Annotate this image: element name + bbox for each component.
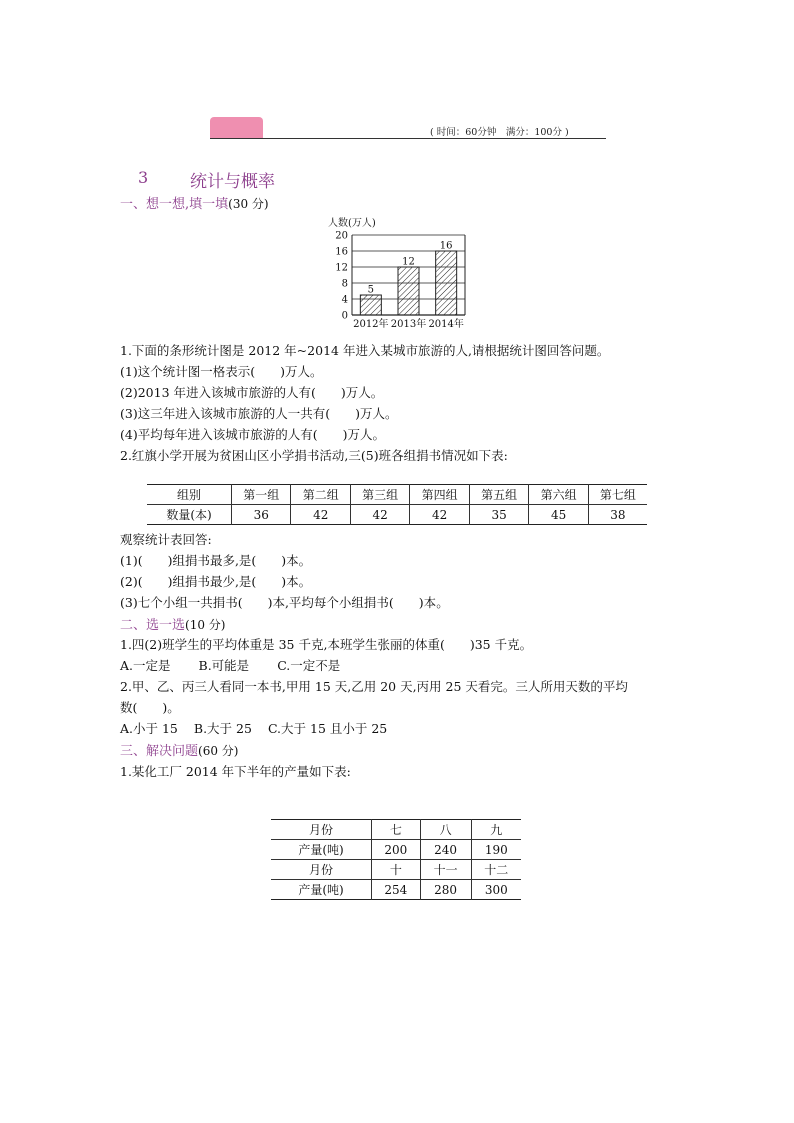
y-tick-label: 8: [341, 278, 348, 290]
count-cell: 45: [529, 505, 588, 525]
s1-q1-text: 1.下面的条形统计图是 2012 年~2014 年进入某城市旅游的人,请根据统计图回答问题。: [120, 343, 610, 358]
group-cell: 第六组: [529, 485, 588, 505]
donation-table: [147, 484, 647, 525]
option-b: B.大于 25: [193, 721, 252, 736]
s1-q1-sub2: (2)2013 年进入该城市旅游的人有( )万人。: [120, 385, 384, 400]
group-cell: 第三组: [350, 485, 409, 505]
output-cell: 200: [372, 840, 421, 860]
section2-title: 二、选一选: [120, 618, 186, 633]
bar-value-label: 12: [402, 256, 415, 268]
table-row: [147, 485, 647, 505]
s1-q2-text: 2.红旗小学开展为贫困山区小学捐书活动,三(5)班各组捐书情况如下表:: [120, 448, 508, 463]
row-header-output: 产量(吨): [298, 883, 344, 897]
month-cell: 九: [471, 820, 521, 840]
y-tick-label: 20: [335, 230, 348, 242]
bar-chart: [318, 214, 478, 334]
output-cell: 190: [471, 840, 521, 860]
s1-q1-sub3: (3)这三年进入该城市旅游的人一共有( )万人。: [120, 406, 398, 421]
y-tick-label: 4: [341, 294, 348, 306]
bar: [436, 251, 457, 315]
table-row: [271, 840, 521, 860]
s1-q2-sub1: (1)( )组捐书最多,是( )本。: [120, 553, 312, 568]
header-rule: [210, 138, 606, 139]
x-tick-label: 2014年: [428, 319, 464, 330]
output-cell: 254: [372, 880, 421, 900]
s2-q1-text: 1.四(2)班学生的平均体重是 35 千克,本班学生张丽的体重( )35 千克。: [120, 637, 533, 652]
s1-q2-sub3: (3)七个小组一共捐书( )本,平均每个小组捐书( )本。: [120, 595, 449, 610]
s2-q2-options: [120, 719, 387, 737]
exam-meta: ( 时间：60分钟 满分：100分 ): [430, 127, 569, 138]
count-cell: 38: [588, 505, 647, 525]
table-row: [271, 820, 521, 840]
row-header-output: 产量(吨): [271, 840, 372, 860]
table-row: [147, 505, 647, 525]
section1-points: (30 分): [228, 197, 269, 211]
s3-q1-text: 1.某化工厂 2014 年下半年的产量如下表:: [120, 764, 351, 779]
row-header-month: 月份: [271, 860, 372, 880]
option-c: C.大于 15 且小于 25: [267, 721, 388, 736]
x-tick-label: 2013年: [390, 319, 427, 330]
s1-q2-sub2: (2)( )组捐书最少,是( )本。: [120, 574, 312, 589]
option-a: A.一定是: [120, 658, 171, 673]
section3-title: 三、解决问题: [120, 744, 199, 759]
chart-ylabel: 人数(万人): [328, 218, 376, 229]
month-cell: 十一: [420, 860, 471, 880]
x-tick-label: 2012年: [353, 319, 389, 330]
output-cell: 240: [420, 840, 471, 860]
bar: [360, 295, 381, 315]
s1-q2-after: 观察统计表回答:: [120, 532, 212, 547]
section2-points: (10 分): [185, 618, 226, 632]
group-cell: 第一组: [232, 485, 291, 505]
y-tick-label: 16: [335, 246, 348, 258]
option-a: A.小于 15: [120, 721, 178, 736]
group-cell: 第七组: [588, 485, 647, 505]
row-header-count: 数量(本): [166, 508, 212, 522]
group-cell: 第五组: [469, 485, 528, 505]
option-b: B.可能是: [198, 658, 250, 673]
option-c: C.一定不是: [277, 658, 341, 673]
bar: [398, 267, 419, 315]
count-cell: 35: [469, 505, 528, 525]
row-header-group: 组别: [147, 485, 232, 505]
group-cell: 第二组: [291, 485, 350, 505]
chapter-number: 3: [138, 168, 149, 187]
bar-value-label: 5: [367, 284, 375, 296]
output-cell: 280: [420, 880, 471, 900]
s2-q2-line2: 数( )。: [120, 700, 180, 715]
month-cell: 七: [372, 820, 421, 840]
section3-points: (60 分): [198, 744, 239, 758]
section1-title: 一、想一想,填一填: [120, 197, 229, 212]
count-cell: 42: [350, 505, 409, 525]
s2-q2-line1: 2.甲、乙、丙三人看同一本书,甲用 15 天,乙用 20 天,丙用 25 天看完。三人所用天数的平均: [120, 679, 628, 694]
count-cell: 42: [410, 505, 469, 525]
output-cell: 300: [471, 880, 521, 900]
section3-heading: [120, 740, 238, 759]
count-cell: 42: [291, 505, 350, 525]
y-tick-label: 12: [335, 262, 348, 274]
s1-q1-sub4: (4)平均每年进入该城市旅游的人有( )万人。: [120, 427, 385, 442]
chapter-title: 统计与概率: [190, 172, 275, 192]
count-cell: 36: [232, 505, 291, 525]
section1-heading: [120, 193, 269, 212]
month-cell: 十二: [471, 860, 521, 880]
production-table: [271, 819, 521, 900]
y-tick-label: 0: [341, 310, 348, 322]
s2-q1-options: [120, 656, 340, 674]
month-cell: 八: [420, 820, 471, 840]
table-row: [271, 880, 521, 900]
row-header-month: 月份: [271, 820, 372, 840]
table-row: [271, 860, 521, 880]
s1-q1-sub1: (1)这个统计图一格表示( )万人。: [120, 364, 323, 379]
group-cell: 第四组: [410, 485, 469, 505]
bar-value-label: 16: [439, 240, 453, 252]
section2-heading: [120, 614, 225, 633]
unit-tab: [210, 117, 263, 139]
month-cell: 十: [372, 860, 421, 880]
